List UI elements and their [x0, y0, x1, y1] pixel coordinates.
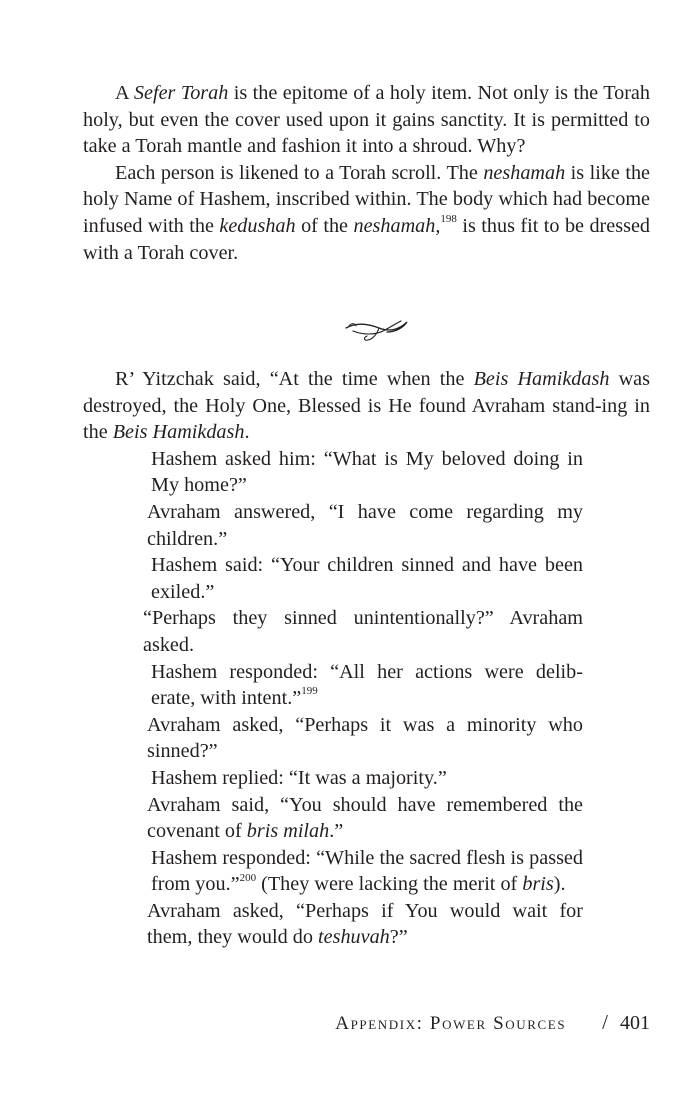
- section-one: [83, 80, 650, 266]
- dialogue-line: Hashem said: “Your children sinned and have been exiled.”: [151, 554, 583, 603]
- paragraph-torah-scroll: Each person is likened to a Torah scroll. The neshamah is like the holy Name of Hashem, inscribed within. The body which had become infused with the kedushah of the neshamah,$^{198}$ is thus fit to be dressed with a Torah cover.: [83, 161, 651, 264]
- dialogue-line: Avraham asked, “Perhaps if You would wait for them, they would do teshuvah?”: [147, 899, 583, 949]
- dialogue-line: Hashem asked him: “What is My beloved doing in My home?”: [151, 447, 583, 497]
- section-two: [83, 366, 650, 951]
- dialogue-line: Hashem replied: “It was a majority.”: [151, 766, 447, 789]
- dialogue-line: “Perhaps they sinned unintentionally?” Avraham asked.: [143, 607, 583, 656]
- scroll-flourish-icon: [343, 314, 413, 346]
- footnote-ref-200[interactable]: 200: [239, 871, 257, 884]
- dialogue-line: Hashem responded: “While the sacred flesh is passed from you.”$^{200}$ (They were lacking the merit of bris).: [151, 846, 583, 896]
- footer-section-name: Appendix: Power Sources: [335, 1013, 567, 1034]
- footer-separator: /: [602, 1010, 608, 1034]
- footnote-ref-199[interactable]: 199: [301, 685, 318, 698]
- paragraph-sefer-torah: A Sefer Torah is the epitome of a holy item. Not only is the Torah holy, but even the cover used upon it gains sanctity. It is permitted to take a Torah mantle and fashion it into a shroud. Why?: [83, 82, 650, 158]
- dialogue-line: Avraham asked, “Perhaps it was a minority who sinned?”: [147, 713, 583, 763]
- page-number: 401: [620, 1012, 650, 1034]
- dialogue-line: Avraham answered, “I have come regarding my children.”: [147, 500, 583, 550]
- dialogue-line: Avraham said, “You should have remembered the covenant of bris milah.”: [147, 793, 583, 843]
- running-footer: [0, 1008, 650, 1038]
- footnote-ref-198[interactable]: 198: [440, 213, 457, 226]
- paragraph-r-yitzchak: R’ Yitzchak said, “At the time when the Beis Hamikdash was destroyed, the Holy One, Blessed is He found Avraham stand-ing in the Beis Hamikdash.: [83, 368, 650, 444]
- dialogue-block: [143, 446, 583, 951]
- dialogue-line: Hashem responded: “All her actions were delib-erate, with intent.”$^{199}$: [151, 660, 583, 710]
